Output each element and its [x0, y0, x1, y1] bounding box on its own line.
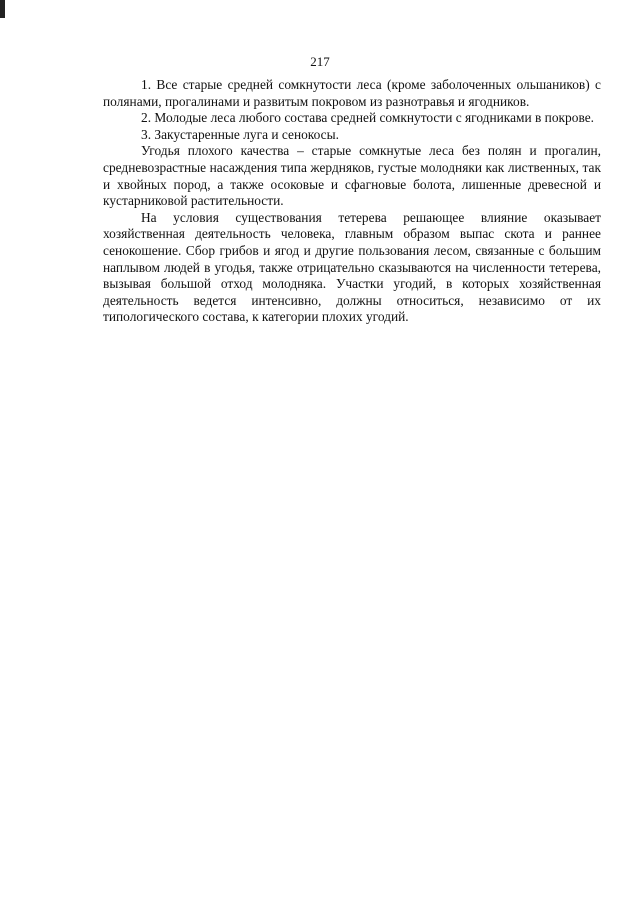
page-number: 217: [310, 54, 330, 69]
paragraph-poor-habitat: Угодья плохого качества – старые сомкнутые леса без полян и прогалин, средневозрастные насаждения типа жердняков, густые молодняки как лиственных, так и хвойных пород, а также осоковые и сфагновые болота, лишенные древесной и кустарниковой растительности.: [103, 143, 601, 209]
list-item-2: 2. Молодые леса любого состава средней сомкнутости с ягодниками в покрове.: [141, 110, 594, 126]
paragraph-human-impact: На условия существования тетерева решающее влияние оказывает хозяйственная деятельность человека, главным образом выпас скота и раннее сенокошение. Сбор грибов и ягод и другие пользования лесом, связанные с большим наплывом людей в угодья, также отрицательно сказываются на численности тетерева, вызывая большой отход молодняка. Участки угодий, в которых хозяйственная деятельность ведется интенсивно, должны относиться, независимо от их типологического состава, к категории плохих угодий.: [103, 209, 601, 325]
document-body: [103, 77, 601, 326]
scan-edge-mark: [0, 0, 5, 18]
list-item-3: 3. Закустаренные луга и сенокосы.: [141, 126, 339, 142]
list-item-1: 1. Все старые средней сомкнутости леса (кроме заболоченных ольшаников) с полянами, прогалинами и развитым покровом из разнотравья и ягодников.: [103, 77, 601, 109]
